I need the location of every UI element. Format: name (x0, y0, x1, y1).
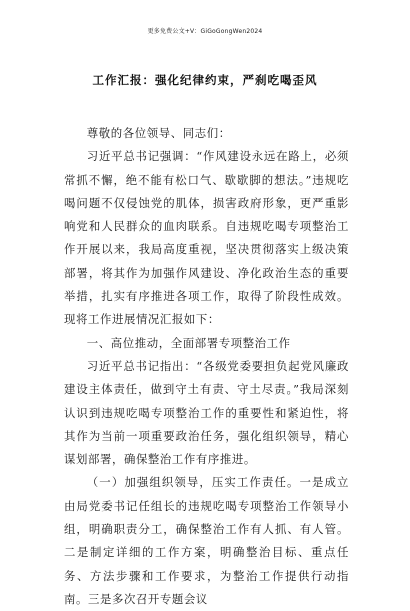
document-title: 工作汇报：强化纪律约束，严刹吃喝歪风 (92, 73, 318, 87)
paragraph-section-1: 习近平总书记指出：“各级党委要担负起党风廉政建设主体责任，做到守土有责、守土尽责。”我局深刻认识到违规吃喝专项整治工作的重要性和紧迫性，将其作为当前一项重要政治任务，强化组织领导，精心谋划部署，确保整治工作有序推进。 (64, 358, 349, 467)
paragraph-subsection-1: （一）加强组织领导，压实工作责任。一是成立由局党委书记任组长的违规吃喝专项整治工作领导小组，明确职责分工，确保整治工作有人抓、有人管。二是制定详细的工作方案，明确整治目标、重点任务、方法步骤和工作要求，为整治工作提供行动指南。三是多次召开专题会议 (64, 475, 349, 606)
section-heading-1: 一、高位推动，全面部署专项整治工作 (86, 335, 291, 350)
salutation: 尊敬的各位领导、同志们： (86, 126, 231, 140)
paragraph-intro: 习近平总书记强调：“作风建设永远在路上，必须常抓不懈，绝不能有松口气、歇歇脚的想法。”违规吃喝问题不仅侵蚀党的肌体，损害政府形象，更严重影响党和人民群众的血肉联系。自违规吃喝专项整治工作开展以来，我局高度重视，坚决贯彻落实上级决策部署，将其作为加强作风建设、净化政治生态的重要举措，扎实有序推进各项工作，取得了阶段性成效。现将工作进展情况汇报如下： (64, 149, 349, 327)
header-note: 更多免费公文+V：GiGoGongWen2024 (147, 28, 263, 35)
document-body (64, 122, 349, 611)
